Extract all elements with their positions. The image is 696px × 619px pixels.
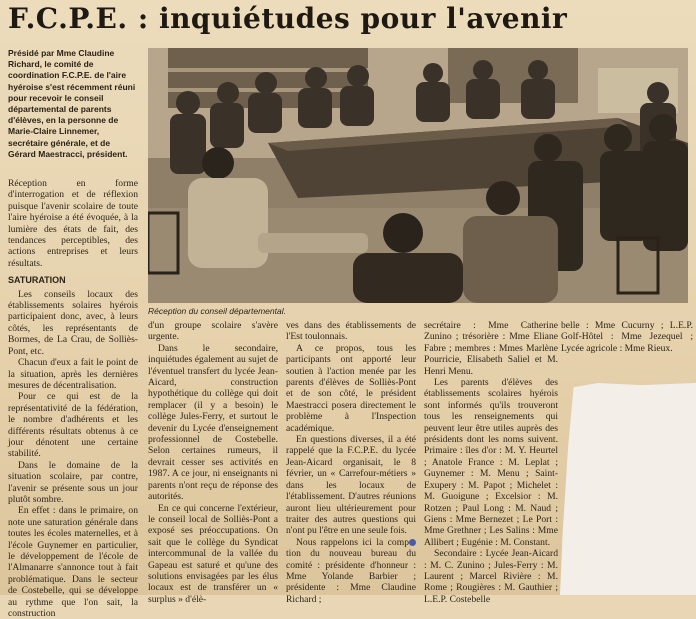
article-column-5	[561, 320, 693, 354]
paragraph: Les conseils locaux des établissements solaires hyérois participaient donc, avec, à leurs côtés, les représentants de Bormes, de La Crau, de Solliès-Pont, etc.	[8, 288, 138, 357]
paragraph-start: Nous rappelons ici la comp	[296, 536, 409, 548]
paragraph: belle : Mme Cucurny ; L.E.P. Golf-Hôtel : Mme Jezequel ; Lycée agricole : Mme Rieux.	[561, 320, 693, 354]
article-column-1	[8, 178, 138, 619]
paragraph: En ce qui concerne l'extérieur, le conseil local de Solliès-Pont a exposé ses préoccupations. On sait que le collège du Syndicat intercommunal de la vallée du Gapeau est saturé et qu'une des solutions envisagées par les élus locaux est de transférer un « surplus » d'élè-	[148, 502, 278, 605]
paragraph: Dans le secondaire, inquiétudes également au sujet de l'éventuel transfert du lycée Jean-Aicard, construction hypothétique du collège qui doit remplacer (il y a besoin) le collège Jules-Ferry, et surtout le devenir du Lycée d'enseignement professionnel de Costebelle. Selon certaines rumeurs, il devrait cesser ses activités en 1987. A ce jour, ni enseignants ni parents n'ont reçu de réponse des autorités.	[148, 342, 278, 503]
photo-caption: Réception du conseil départemental.	[148, 306, 286, 316]
paragraph: Réception en forme d'interrogation et de réflexion puisque l'avenir scolaire de toute l'aire hyéroise a été évoquée, à la lumière des états de fait, des tendances perceptibles, des actions entreprises et leurs résultats.	[8, 178, 138, 269]
ink-spot-icon	[409, 539, 416, 546]
paragraph: Dans le domaine de la situation scolaire, par contre, l'avenir se présente sous un jour plutôt sombre.	[8, 459, 138, 505]
paragraph: ves dans des établissements de l'Est toulonnais.	[286, 320, 416, 343]
article-column-4	[424, 320, 558, 605]
article-headline: F.C.P.E. : inquiétudes pour l'avenir	[8, 2, 568, 35]
article-lead: Présidé par Mme Claudine Richard, le comité de coordination F.C.P.E. de l'aire hyéroise s'est récemment réuni pour recevoir le conseil départemental de parents d'élèves, en la personne de Marie-Claire Linnemer, secrétaire générale, et de Gérard Maestracci, président.	[8, 48, 136, 159]
paragraph: A ce propos, tous les participants ont apporté leur soutien à l'action menée par les parents d'élèves de Solliès-Pont et de son côté, le président Maestracci posera directement le problème à l'Inspection académique.	[286, 342, 416, 434]
paragraph: Secondaire : Lycée Jean-Aicard : M. C. Zunino ; Jules-Ferry : M. Laurent ; Marcel Rivière : M. Rome ; Rougières : M. Gauthier ; L.E.P. Costebelle	[424, 548, 558, 605]
paragraph: En effet : dans le primaire, on note une saturation générale dans toutes les écoles maternelles, et à l'école Guynemer en particulier, le développement de l'école de l'Almanarre s'annonce tout à fait problématique. Dans le secteur de Costebelle, qui se développe au rythme que l'on sait, la construction	[8, 505, 138, 619]
paragraph: d'un groupe scolaire s'avère urgente.	[148, 320, 278, 343]
section-heading: SATURATION	[8, 275, 66, 286]
torn-paper-corner	[560, 383, 696, 595]
paragraph: Les parents d'élèves des établissements scolaires hyérois sont informés qu'ils trouveront tous les renseignements qui peuvent leur être utiles auprès des présidents dont les noms suivent. Primaire : îles d'or : M. Y. Heurtel ; Anatole France : M. Leplat ; Guynemer : M. Menu ; Saint-Exupery : M. Papot ; Michelet : M. Guoigune ; Excelsior : M. Rotzen ; Paul Long : M. Naud ; Giens : Mme Bernezet ; Le Port : Mme Grethner ; Les Salins : Mme Allibert ; Eugénie : M. Constant.	[424, 377, 558, 548]
meeting-photo	[148, 48, 688, 303]
article-column-3	[286, 320, 416, 605]
paragraph: Pour ce qui est de la représentativité de la fédération, le nombre d'adhérents et les différents résultats obtenus à ce jour dénotent une certaine stabilité.	[8, 391, 138, 460]
paragraph: En questions diverses, il a été rappelé que la F.C.P.E. du lycée Jean-Aicard organisait, le 8 février, un « Carrefour-métiers » dans les locaux de l'établissement. D'autres réunions auront lieu ultérieurement pour traiter des autres questions qui n'ont pu l'être en une seule fois.	[286, 434, 416, 537]
paragraph-rest: tion du nouveau bureau du comité : présidente d'honneur : Mme Yolande Barbier ; présidente : Mme Claudine Richard ;	[286, 548, 416, 605]
paragraph: Chacun d'eux a fait le point de la situation, après les dernières mesures de décentralisation.	[8, 357, 138, 391]
article-column-2	[148, 320, 278, 605]
meeting-photo-image	[148, 48, 688, 303]
paragraph: secrétaire : Mme Catherine Zunino ; trésorière : Mme Eliane Fabre ; membres : Mmes Marlène Pourricie, Elisabeth Saliel et M. Henri Menu.	[424, 320, 558, 377]
